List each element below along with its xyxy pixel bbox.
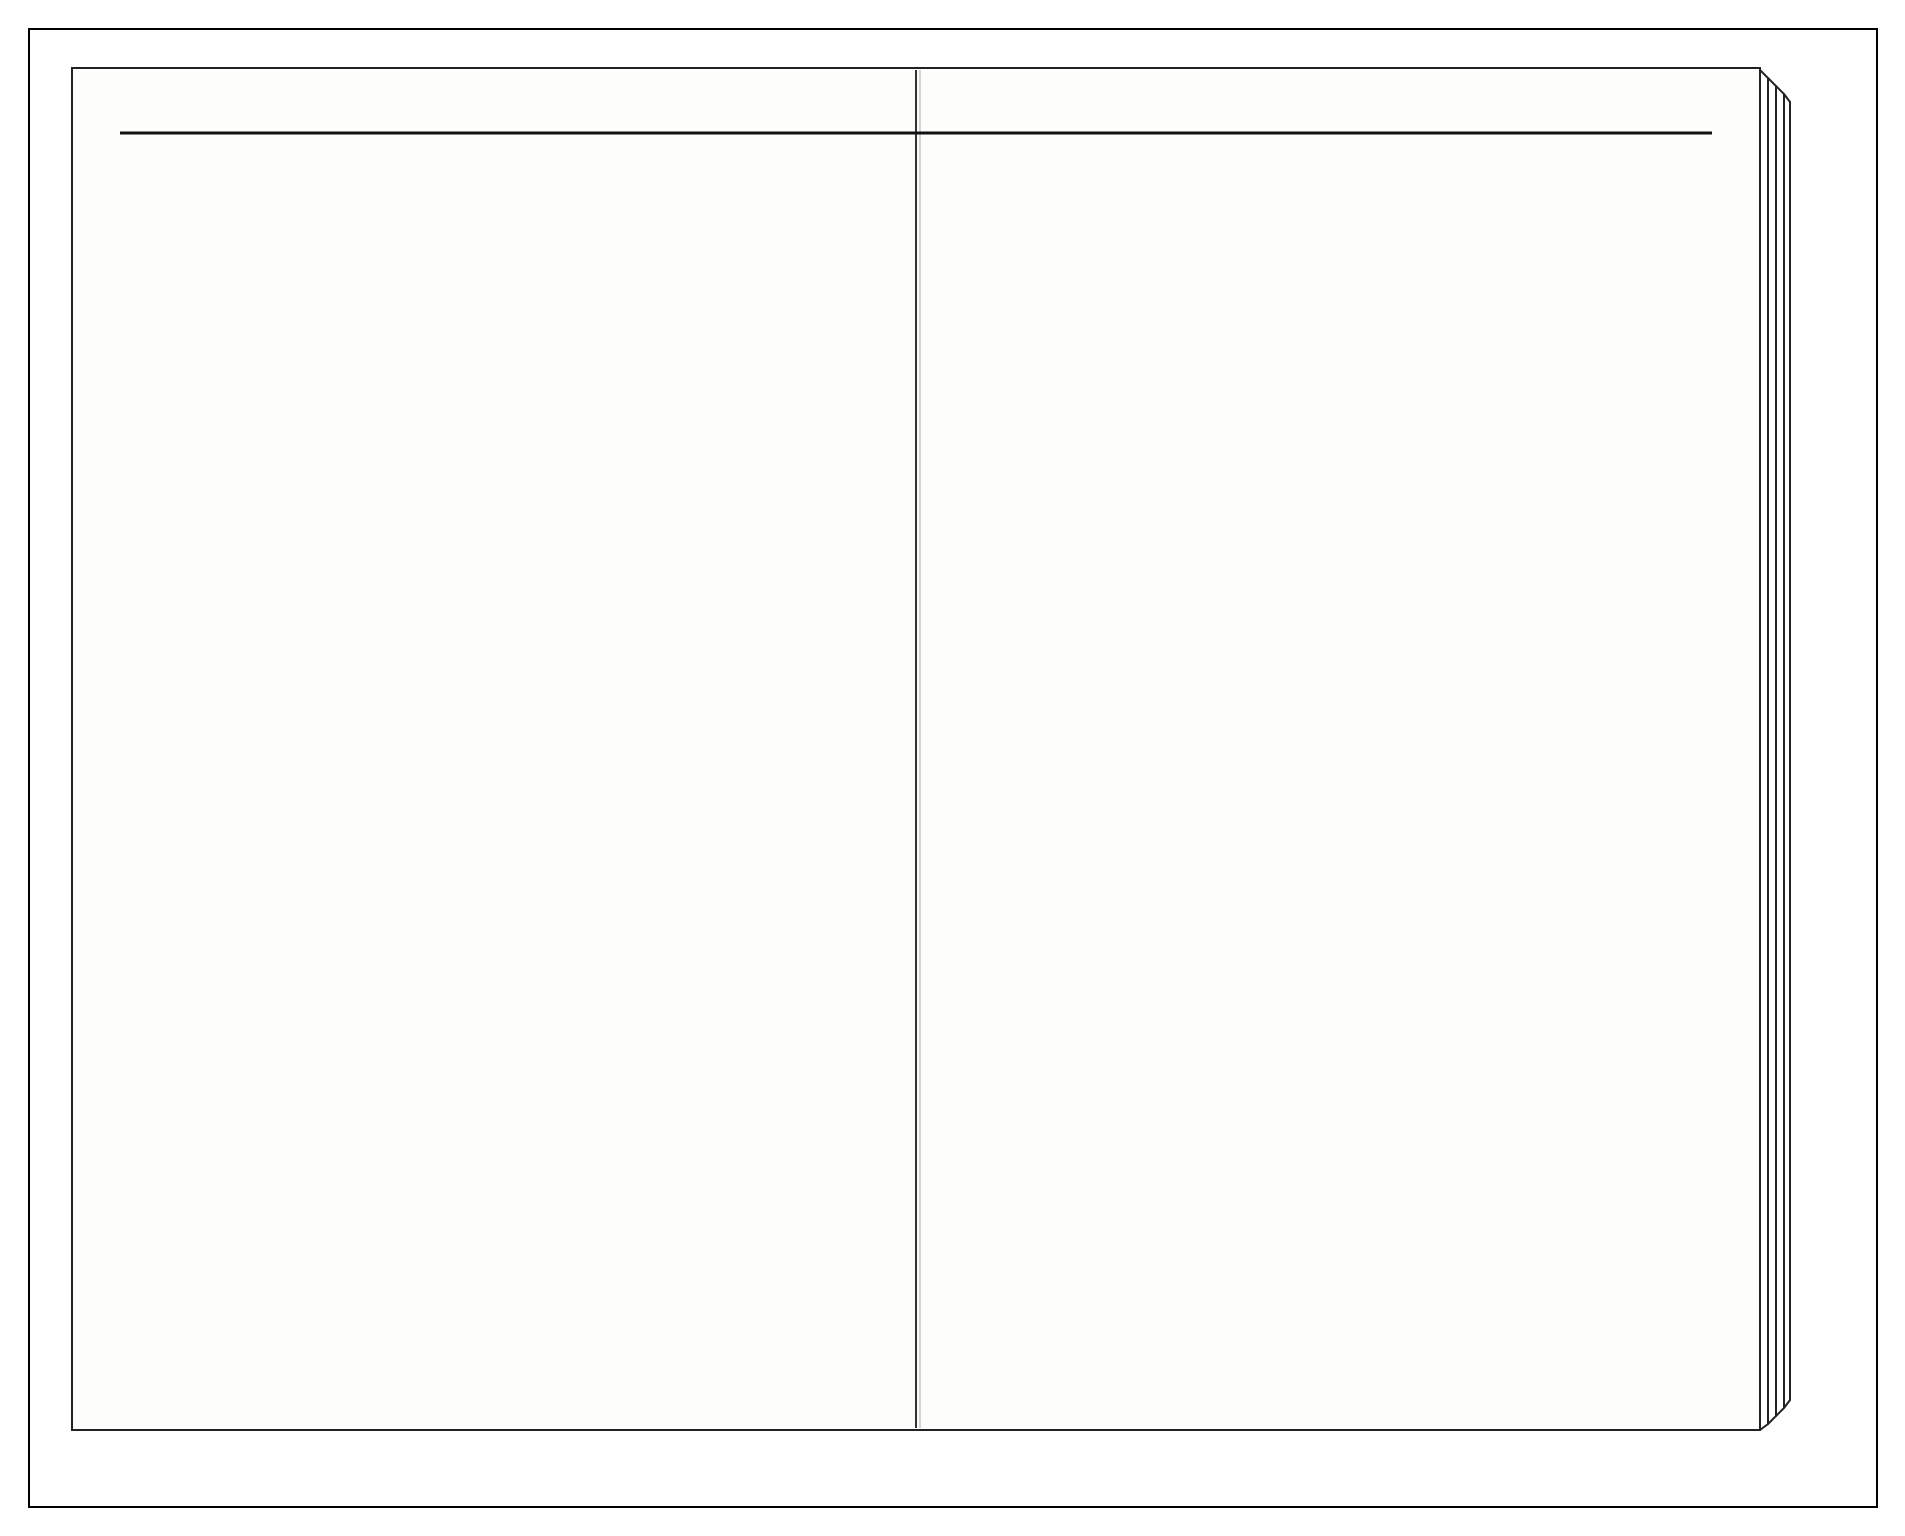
book-edge xyxy=(1760,70,1790,1430)
